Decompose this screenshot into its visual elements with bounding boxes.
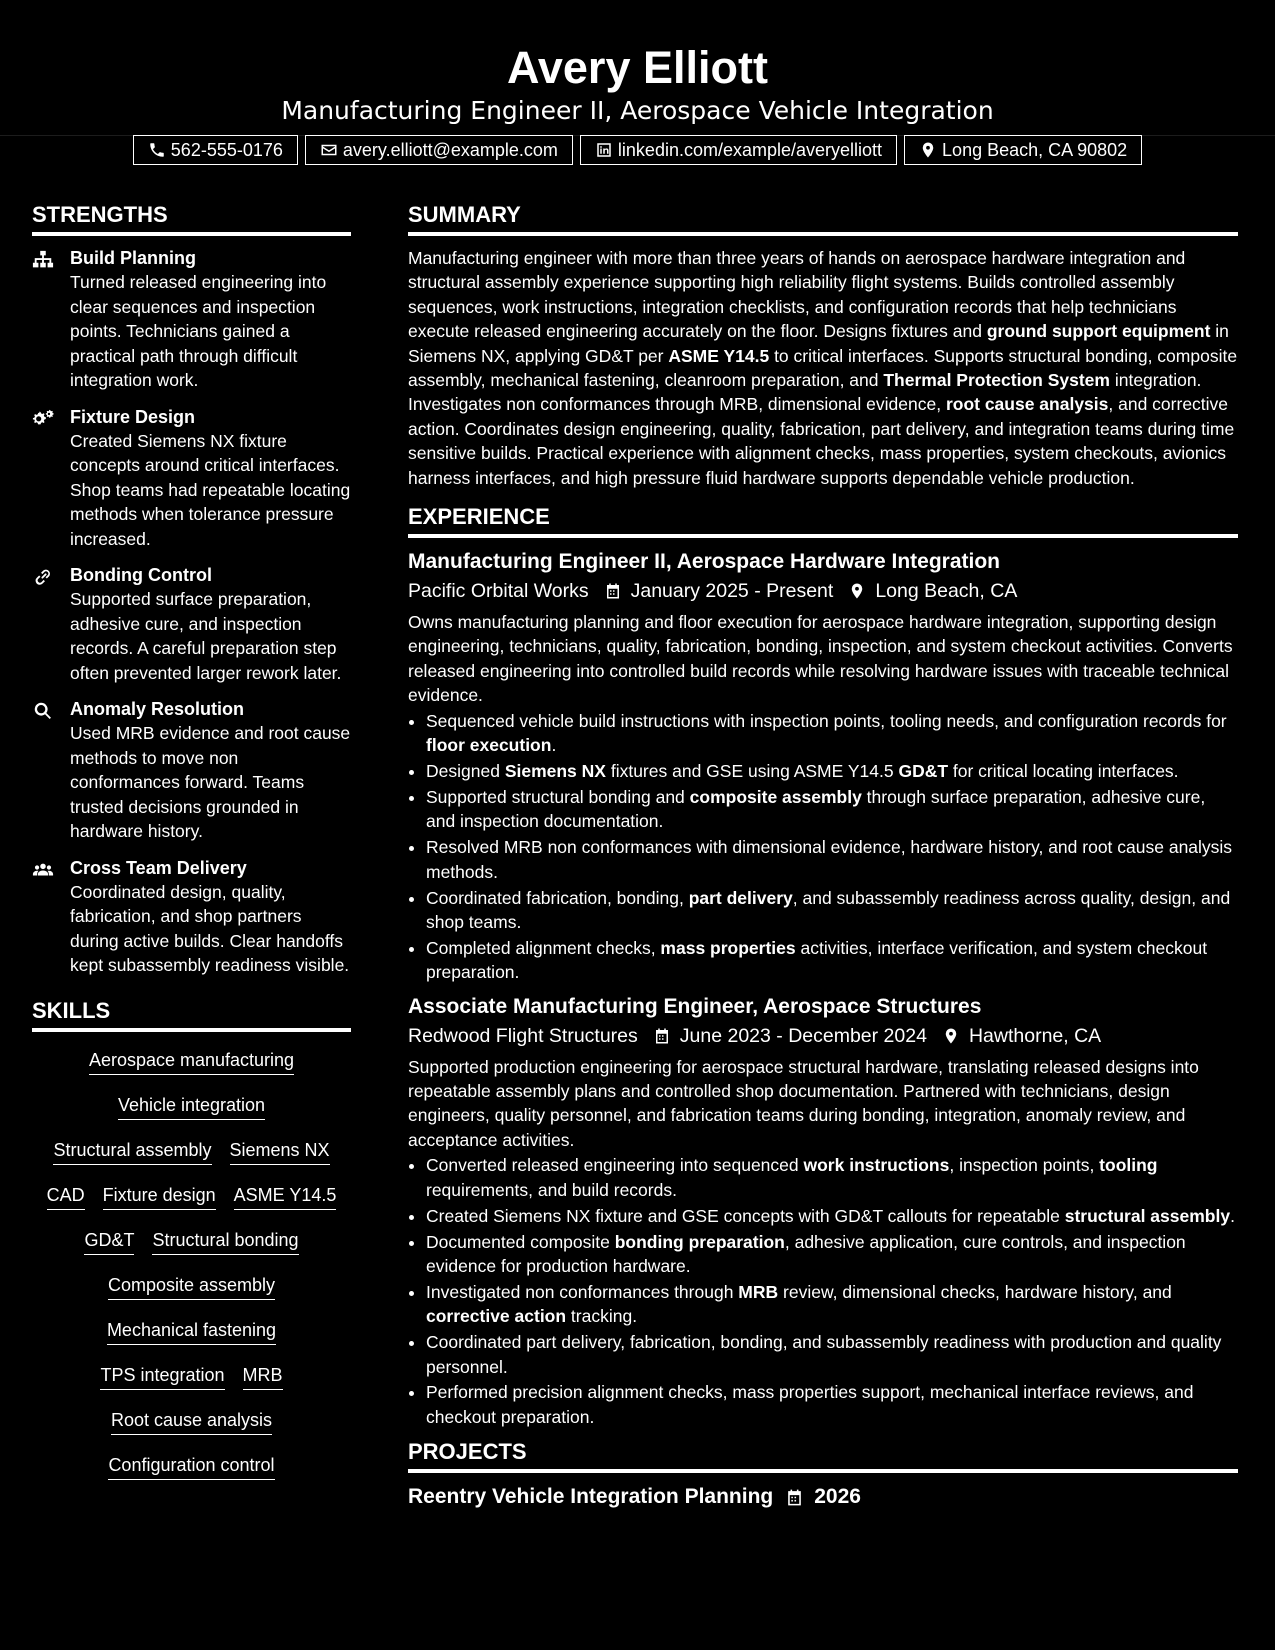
strength-item <box>32 697 351 844</box>
strength-title: Fixture Design <box>70 406 196 427</box>
users-icon <box>32 859 54 881</box>
strength-item <box>32 246 351 393</box>
calendar-icon <box>785 1488 804 1507</box>
sitemap-icon <box>32 249 54 271</box>
text-segment: in Siemens NX, applying GD&T per <box>408 321 1229 366</box>
right-column <box>408 202 1238 1511</box>
search-icon <box>32 700 54 722</box>
text-segment: integration. Investigates non conformances through MRB, dimensional evidence, <box>408 370 1202 415</box>
contact-phone-text: 562-555-0176 <box>170 140 283 160</box>
job-description: Owns manufacturing planning and floor execution for aerospace hardware integration, supporting design engineering, technicians, quality, fabrication, bonding, inspection, and system checkout activities. Converts released engineering into controlled build records while resolving hardware issues with traceable technical evidence. <box>408 612 1233 706</box>
job-bullet <box>426 1380 1238 1429</box>
contact-email[interactable] <box>305 135 573 165</box>
projects-heading: PROJECTS <box>408 1439 1238 1473</box>
project-year: 2026 <box>814 1485 861 1509</box>
calendar-icon <box>653 1027 671 1045</box>
bold-text: root cause analysis <box>945 394 1109 415</box>
strength-title: Build Planning <box>70 248 196 268</box>
text-segment: activities, interface verification, and system checkout preparation. <box>426 937 1208 983</box>
skill-tag: Fixture design <box>103 1183 216 1210</box>
bold-text: structural assembly <box>1064 1205 1231 1226</box>
text-segment: for critical locating interfaces. <box>948 761 1179 781</box>
skill-tag: Structural assembly <box>53 1138 211 1165</box>
bold-text: GD&T <box>898 761 949 781</box>
text-segment: , inspection points, <box>949 1155 1100 1176</box>
contact-linkedin[interactable] <box>580 135 897 165</box>
contact-phone[interactable] <box>133 135 298 165</box>
skills-row <box>32 1093 351 1138</box>
job-bullet <box>426 709 1238 758</box>
skills-list <box>32 1042 351 1498</box>
envelope-icon <box>320 141 338 159</box>
job-bullet <box>426 1204 1238 1228</box>
text-segment: . <box>1230 1205 1235 1226</box>
calendar-icon <box>604 582 622 600</box>
job-bullet <box>426 1330 1238 1379</box>
bold-text: ASME Y14.5 <box>668 345 770 366</box>
strength-item <box>32 563 351 685</box>
text-segment: Performed precision alignment checks, mass properties support, mechanical interface reviews, and checkout preparation. <box>426 1382 1194 1427</box>
skill-tag: CAD <box>47 1183 85 1210</box>
job-entry <box>408 548 1238 985</box>
text-segment: Completed alignment checks, <box>426 937 661 958</box>
text-segment: Designed <box>426 761 505 781</box>
job-meta <box>408 1021 1238 1051</box>
job-description: Supported production engineering for aerospace structural hardware, translating released designs into repeatable assembly plans and controlled shop documentation. Partnered with technicians, design engineers, quality personnel, and fabrication teams during bonding, integration, anomaly review, and acceptance activities. <box>408 1056 1199 1150</box>
skill-tag: Mechanical fastening <box>107 1318 276 1345</box>
project-entry <box>408 1483 1238 1511</box>
strength-description: Turned released engineering into clear sequences and inspection points. Technicians gained a practical path through difficult integration work. <box>70 272 327 390</box>
text-segment: Sequenced vehicle build instructions with inspection points, tooling needs, and configuration records for <box>426 710 1227 731</box>
text-segment: , and corrective action. Coordinates design engineering, quality, fabrication, part delivery, and integration teams during time sensitive builds. Practical experience with alignment checks, mass properties, system checkouts, avionics harness interfaces, and high pressure fluid hardware supports dependable vehicle production. <box>408 394 1235 488</box>
link-icon <box>32 566 54 588</box>
contact-email-text: avery.elliott@example.com <box>342 140 558 160</box>
strength-item <box>32 856 351 978</box>
text-segment: Coordinated fabrication, bonding, <box>426 887 689 908</box>
text-segment: Coordinated part delivery, fabrication, bonding, and subassembly readiness with production and quality personnel. <box>426 1332 1222 1377</box>
map-pin-icon <box>919 141 937 159</box>
job-location: Long Beach, CA <box>875 580 1018 603</box>
text-segment: requirements, and build records. <box>426 1179 677 1200</box>
job-meta <box>408 576 1238 606</box>
job-bullet <box>426 759 1238 783</box>
map-pin-icon <box>848 582 866 600</box>
contact-location <box>904 135 1142 165</box>
text-segment: , and subassembly readiness across quality, design, and shop teams. <box>426 887 1231 932</box>
skills-row <box>32 1228 351 1273</box>
text-segment: through surface preparation, adhesive cure, and inspection documentation. <box>426 786 1206 832</box>
skills-row <box>32 1273 351 1318</box>
bold-text: tooling <box>1099 1155 1158 1176</box>
bold-text: composite assembly <box>689 786 862 807</box>
job-location: Hawthorne, CA <box>968 1024 1102 1047</box>
text-segment: tracking. <box>566 1306 638 1327</box>
bold-text: work instructions <box>803 1155 950 1176</box>
resume-header <box>0 0 1275 160</box>
skill-tag: Vehicle integration <box>118 1093 265 1120</box>
bold-text: floor execution <box>426 735 552 756</box>
strength-title: Cross Team Delivery <box>70 857 247 878</box>
job-dates: January 2025 - Present <box>630 580 834 603</box>
strength-description: Created Siemens NX fixture concepts around critical interfaces. Shop teams had repeatable locating methods when tolerance pressure increased. <box>70 430 351 549</box>
job-bullet <box>426 1230 1238 1279</box>
skill-tag: Configuration control <box>108 1453 274 1480</box>
skill-tag: Root cause analysis <box>111 1408 272 1435</box>
skill-tag: Structural bonding <box>152 1228 298 1255</box>
candidate-headline: Manufacturing Engineer II, Aerospace Vehicle Integration <box>281 96 994 125</box>
text-segment: Converted released engineering into sequenced <box>426 1155 804 1176</box>
bold-text: ground support equipment <box>986 321 1211 342</box>
experience-heading: EXPERIENCE <box>408 504 1238 538</box>
job-bullets <box>408 1153 1238 1429</box>
job-dates: June 2023 - December 2024 <box>679 1024 927 1047</box>
project-title: Reentry Vehicle Integration Planning <box>408 1485 774 1509</box>
skills-heading: SKILLS <box>32 998 351 1032</box>
skills-row <box>32 1183 351 1228</box>
bold-text: mass properties <box>660 937 796 958</box>
skill-tag: MRB <box>243 1363 283 1390</box>
skills-row <box>32 1318 351 1363</box>
strength-title: Anomaly Resolution <box>70 699 245 719</box>
text-segment: . <box>551 735 557 756</box>
bold-text: bonding preparation <box>614 1231 785 1252</box>
text-segment: Supported structural bonding and <box>426 786 690 807</box>
bold-text: Thermal Protection System <box>883 370 1110 391</box>
job-bullet <box>426 1280 1238 1329</box>
text-segment: fixtures and GSE using ASME Y14.5 <box>605 761 899 781</box>
resume-body <box>0 202 1275 1511</box>
bold-text: corrective action <box>426 1306 567 1327</box>
company-name: Pacific Orbital Works <box>408 580 589 603</box>
job-bullet <box>426 936 1238 985</box>
strength-title: Bonding Control <box>70 565 212 585</box>
skill-tag: TPS integration <box>100 1363 224 1390</box>
text-segment: Resolved MRB non conformances with dimensional evidence, hardware history, and root cause analysis methods. <box>426 837 1233 882</box>
job-bullet <box>426 835 1238 884</box>
skill-tag: Aerospace manufacturing <box>89 1048 294 1075</box>
summary-text <box>408 246 1238 490</box>
map-pin-icon <box>942 1027 960 1045</box>
strength-description: Supported surface preparation, adhesive cure, and inspection records. A careful preparation step often prevented larger rework later. <box>70 589 342 683</box>
candidate-name: Avery Elliott <box>507 42 768 93</box>
contact-location-text: Long Beach, CA 90802 <box>942 140 1128 160</box>
contact-bar <box>0 135 1275 165</box>
strength-description: Used MRB evidence and root cause methods to move non conformances forward. Teams trusted decisions grounded in hardware history. <box>70 723 351 841</box>
job-bullet <box>426 886 1238 935</box>
skill-tag: Siemens NX <box>230 1138 330 1165</box>
skills-row <box>32 1048 351 1093</box>
company-name: Redwood Flight Structures <box>408 1024 638 1047</box>
skills-row <box>32 1138 351 1183</box>
text-segment: Created Siemens NX fixture and GSE concepts with GD&T callouts for repeatable <box>426 1205 1065 1226</box>
job-bullet <box>426 785 1238 834</box>
text-segment: , adhesive application, cure controls, and inspection evidence for production hardware. <box>426 1231 1186 1276</box>
text-segment: to critical interfaces. Supports structural bonding, composite assembly, mechanical fastening, cleanroom preparation, and <box>408 345 1238 391</box>
left-column <box>32 202 351 1511</box>
text-segment: review, dimensional checks, hardware history, and <box>778 1281 1172 1302</box>
job-title: Associate Manufacturing Engineer, Aerospace Structures <box>408 994 982 1018</box>
bold-text: part delivery <box>688 887 793 908</box>
skill-tag: GD&T <box>84 1228 134 1255</box>
bold-text: Siemens NX <box>504 761 606 781</box>
gears-icon <box>32 408 54 430</box>
linkedin-icon <box>595 141 613 159</box>
bold-text: MRB <box>738 1281 779 1302</box>
contact-linkedin-text: linkedin.com/example/averyelliott <box>617 140 883 160</box>
strengths-heading: STRENGTHS <box>32 202 351 236</box>
strength-item <box>32 405 351 552</box>
skills-row <box>32 1453 351 1498</box>
text-segment: Investigated non conformances through <box>426 1281 739 1302</box>
text-segment: Manufacturing engineer with more than three years of hands on aerospace hardware integration and structural assembly experience supporting high reliability flight systems. Builds controlled assembly sequences, work instructions, integration checklists, and configuration records that help technicians execute released engineering accurately on the floor. Designs fixtures and <box>408 248 1186 342</box>
skills-row <box>32 1363 351 1408</box>
skill-tag: Composite assembly <box>108 1273 275 1300</box>
skill-tag: ASME Y14.5 <box>234 1183 337 1210</box>
job-bullet <box>426 1153 1238 1202</box>
summary-heading: SUMMARY <box>408 202 1238 236</box>
skills-row <box>32 1408 351 1453</box>
phone-icon <box>148 141 166 159</box>
job-entry <box>408 993 1238 1430</box>
text-segment: Documented composite <box>426 1231 615 1252</box>
job-title: Manufacturing Engineer II, Aerospace Hardware Integration <box>408 550 1001 574</box>
job-bullets <box>408 709 1238 985</box>
strength-description: Coordinated design, quality, fabrication, and shop partners during active builds. Clear handoffs kept subassembly readiness visible. <box>70 881 350 975</box>
